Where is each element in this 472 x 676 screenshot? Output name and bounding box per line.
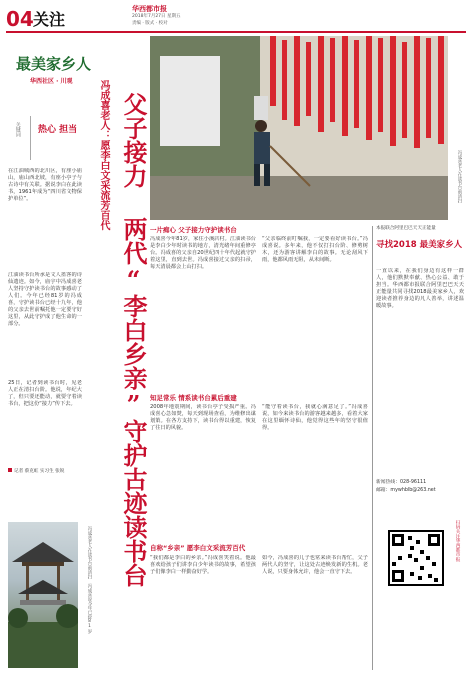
keyword-divider (30, 116, 31, 160)
article-col-3: 2008年地震期间，读书台亭子受损严重。冯成喜心急如焚，每天到现场查看，为维修出谋划策。在各方支持下，读书台得以重建，恢复了往日的风貌。 (150, 404, 256, 431)
headline-kicker: 冯成喜老人：愿李白文采流芳百代 (98, 80, 109, 230)
article-col-5: “我们都是李白的乡亲。”冯成喜笑着说。他最喜欢给孩子们讲李白少年读书的故事，希望孩子们像李白一样勤奋好学。 (150, 555, 256, 575)
right-box-hotline: 新闻热线：028-96111 (376, 480, 427, 485)
keyword-label: 关键词 (14, 122, 21, 137)
date-line: 2018年7月27日 星期五 (132, 14, 181, 19)
right-box-heading: 寻找2018 最美家乡人 (376, 240, 463, 250)
qr-code[interactable] (388, 530, 444, 586)
headline-main: 父子接力 两代“李白乡亲”守护古迹读书台 (119, 92, 148, 587)
byline-text: 记者 蔡克虹 实习生 张锐 (14, 469, 65, 474)
right-box-divider (372, 226, 373, 670)
keyword-words: 热心 担当 (38, 125, 78, 135)
column-logo (10, 50, 130, 92)
article-col-1: 冯成喜今年81岁，家住小溪店村。江油读书台是李白少年时读书的地方，清光绪年间重修亭台。冯成喜的父亲自20世纪四十年代起就守护着这里，直到去世。冯成喜接过父亲的扫帚，每天清晨都会上山打扫。 (150, 236, 256, 270)
qr-caption: 扫码关注华西都市报 (455, 520, 460, 562)
right-box-note: 本报联合阿里巴巴天天正能量 (376, 226, 436, 231)
pavilion-photo (8, 522, 78, 668)
left-para-2: 江油读书台所承是文人墨客的诗仙遗迹。如今，庙宇中冯成喜老人坚持守护读书台的故事感动了人们。今年已经81岁的冯成喜，守护读书台已经十九年，他的父亲去世前嘱托他一定要守好这里，从此守护成了他生命的一部分。 (8, 272, 82, 327)
pavilion-caption: 冯成喜老人在读书台前清扫 冯成喜说今年已经81岁 (87, 526, 92, 634)
keyword-tag (14, 122, 40, 158)
subhead-2: 知足常乐 情系读书台累后重建 (150, 394, 237, 402)
main-photo (150, 36, 448, 220)
article-col-4: “能守着读书台，我就心满意足了。”冯成喜说，如今来读书台的游客越来越多，看着大家在这里缅怀诗仙，他觉得这些年的坚守很值得。 (262, 404, 368, 431)
logo-sub: 华西社区 · 川观 (30, 78, 73, 85)
pavilion-illustration (8, 522, 78, 668)
section-title: 关注 (33, 10, 66, 29)
logo-title: 最美家乡人 (16, 55, 92, 73)
left-para-3: 25日，记者到读书台时，见老人正在清扫台阶。他说，年纪大了，但只要还能动，就要守着读书台，把这份“接力”传下去。 (8, 380, 82, 407)
article-col-6: 如今，冯成喜的儿子也常来读书台帮忙，父子两代人的坚守，让这处古迹焕发新的生机。老人说，只要身体允许，他会一直守下去。 (262, 555, 368, 575)
main-photo-illustration (150, 36, 448, 220)
header-rule (6, 31, 466, 33)
page-header (6, 4, 466, 30)
left-para-1: 在江油城西的北川区，有座小庙山，庙山西北坡，有座小亭子与古诗中有关联。据说李白在此读书，1961年成为“四川省文物保护单位”。 (8, 168, 82, 202)
subhead-3: 自称“乡亲” 愿李白文采流芳百代 (150, 544, 246, 552)
page-number: 04 (6, 7, 34, 31)
editors-line: 责编 · 版式 · 校对 (132, 21, 168, 26)
byline (8, 468, 86, 474)
right-box-email: 邮箱：mywhblb@263.net (376, 488, 436, 493)
photo-caption: 冯成喜老人在读书台前清扫 (457, 150, 462, 203)
masthead: 华西都市报 (132, 5, 167, 13)
article-col-2: “父亲临终前叮嘱我，一定要看好读书台。”冯成喜说。多年来，他不仅打扫台阶、修剪树木，还为游客讲解李白的故事。无论刮风下雨，他都风雨无阻，从未间断。 (262, 236, 368, 263)
qr-pattern (390, 532, 442, 584)
subhead-1: 一片痴心 父子接力守护读书台 (150, 226, 237, 234)
right-box-body: 一直以来，在我们身边有这样一群人，他们默默奉献、热心公益、敢于担当。华西都市报联合阿里巴巴天天正能量共同寻找2018最美家乡人，欢迎读者推荐身边的凡人善举，讲述温暖故事。 (376, 268, 464, 309)
